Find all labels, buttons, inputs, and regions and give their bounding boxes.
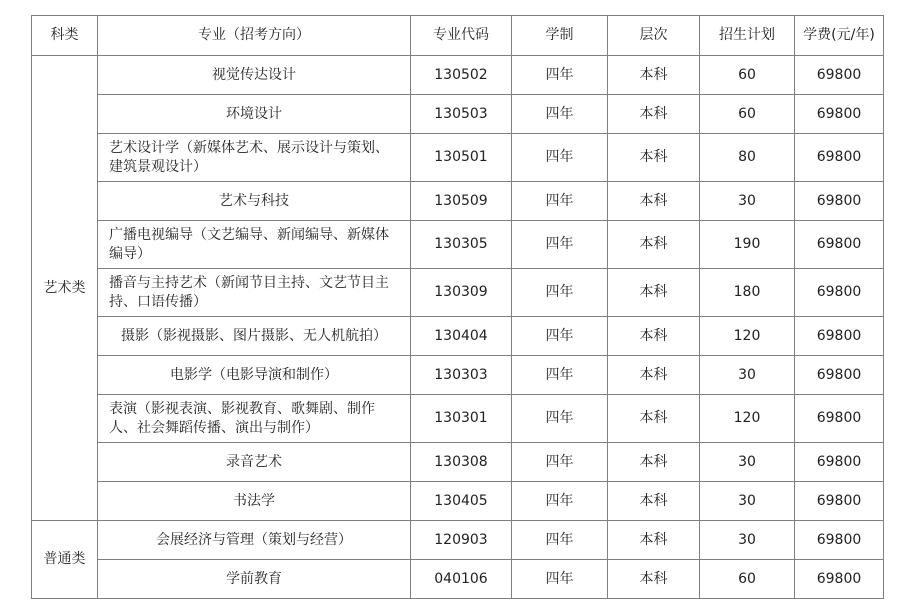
table-row [32,182,884,221]
major-text: 书法学 [233,492,275,509]
table-row [32,560,884,599]
fee-cell: 69800 [795,521,884,560]
level-cell: 本科 [608,134,700,182]
fee-cell: 69800 [795,560,884,599]
plan-cell: 30 [700,356,795,395]
major-text: 广播电视编导（文艺编导、新闻编导、新媒体编导） [109,226,389,262]
major-cell [98,482,411,521]
level-cell: 本科 [608,560,700,599]
header-level: 层次 [608,16,700,56]
fee-cell: 69800 [795,395,884,443]
code-cell: 130503 [411,95,512,134]
major-cell [98,95,411,134]
major-text: 表演（影视表演、影视教育、歌舞剧、制作人、社会舞蹈传播、演出与制作） [109,400,375,436]
header-plan: 招生计划 [700,16,795,56]
duration-cell: 四年 [512,317,608,356]
duration-cell: 四年 [512,521,608,560]
code-cell: 120903 [411,521,512,560]
major-text: 摄影（影视摄影、图片摄影、无人机航拍） [121,327,387,344]
table-row [32,356,884,395]
plan-cell: 30 [700,482,795,521]
major-text: 艺术设计学（新媒体艺术、展示设计与策划、建筑景观设计） [109,139,389,175]
table-row [32,482,884,521]
fee-cell: 69800 [795,56,884,95]
plan-cell: 30 [700,521,795,560]
header-row [32,16,884,56]
major-text: 学前教育 [226,570,282,587]
plan-cell: 30 [700,182,795,221]
table-row [32,317,884,356]
fee-cell: 69800 [795,221,884,269]
major-cell [98,395,411,443]
code-cell: 130501 [411,134,512,182]
duration-cell: 四年 [512,395,608,443]
major-text: 艺术与科技 [219,192,289,209]
major-cell [98,521,411,560]
header-code: 专业代码 [411,16,512,56]
fee-cell: 69800 [795,482,884,521]
duration-cell: 四年 [512,221,608,269]
table-row [32,269,884,317]
duration-cell: 四年 [512,560,608,599]
header-duration: 学制 [512,16,608,56]
fee-cell: 69800 [795,356,884,395]
fee-cell: 69800 [795,317,884,356]
table-row [32,443,884,482]
major-cell [98,221,411,269]
header-fee: 学费(元/年) [795,16,884,56]
fee-cell: 69800 [795,134,884,182]
level-cell: 本科 [608,221,700,269]
table-row [32,95,884,134]
code-cell: 130305 [411,221,512,269]
plan-cell: 60 [700,560,795,599]
major-cell [98,317,411,356]
duration-cell: 四年 [512,56,608,95]
major-cell [98,56,411,95]
level-cell: 本科 [608,395,700,443]
major-cell [98,443,411,482]
plan-cell: 30 [700,443,795,482]
major-text: 会展经济与管理（策划与经营） [156,531,352,548]
level-cell: 本科 [608,482,700,521]
plan-cell: 60 [700,95,795,134]
code-cell: 130509 [411,182,512,221]
table-row [32,56,884,95]
code-cell: 130502 [411,56,512,95]
code-cell: 130405 [411,482,512,521]
fee-cell: 69800 [795,95,884,134]
code-cell: 130308 [411,443,512,482]
plan-cell: 80 [700,134,795,182]
duration-cell: 四年 [512,443,608,482]
admissions-table [31,15,884,599]
header-category: 科类 [32,16,98,56]
level-cell: 本科 [608,182,700,221]
fee-cell: 69800 [795,269,884,317]
fee-cell: 69800 [795,443,884,482]
major-cell [98,560,411,599]
plan-cell: 120 [700,317,795,356]
table-row [32,221,884,269]
code-cell: 130404 [411,317,512,356]
level-cell: 本科 [608,56,700,95]
table-row [32,521,884,560]
level-cell: 本科 [608,356,700,395]
table-row [32,134,884,182]
code-cell: 130301 [411,395,512,443]
fee-cell: 69800 [795,182,884,221]
category-cell-art: 艺术类 [32,56,98,521]
duration-cell: 四年 [512,95,608,134]
plan-cell: 180 [700,269,795,317]
major-cell [98,182,411,221]
code-cell: 040106 [411,560,512,599]
header-major: 专业（招考方向） [98,16,411,56]
category-cell-general: 普通类 [32,521,98,599]
level-cell: 本科 [608,95,700,134]
duration-cell: 四年 [512,356,608,395]
code-cell: 130303 [411,356,512,395]
major-cell [98,356,411,395]
major-text: 电影学（电影导演和制作） [170,366,338,383]
level-cell: 本科 [608,443,700,482]
major-cell [98,269,411,317]
plan-cell: 120 [700,395,795,443]
plan-cell: 60 [700,56,795,95]
code-cell: 130309 [411,269,512,317]
major-text: 环境设计 [226,105,282,122]
level-cell: 本科 [608,269,700,317]
table-row [32,395,884,443]
level-cell: 本科 [608,317,700,356]
level-cell: 本科 [608,521,700,560]
major-text: 录音艺术 [226,453,282,470]
plan-cell: 190 [700,221,795,269]
duration-cell: 四年 [512,482,608,521]
duration-cell: 四年 [512,134,608,182]
duration-cell: 四年 [512,182,608,221]
major-text: 播音与主持艺术（新闻节目主持、文艺节目主持、口语传播） [109,274,389,310]
major-text: 视觉传达设计 [212,66,296,83]
major-cell [98,134,411,182]
duration-cell: 四年 [512,269,608,317]
